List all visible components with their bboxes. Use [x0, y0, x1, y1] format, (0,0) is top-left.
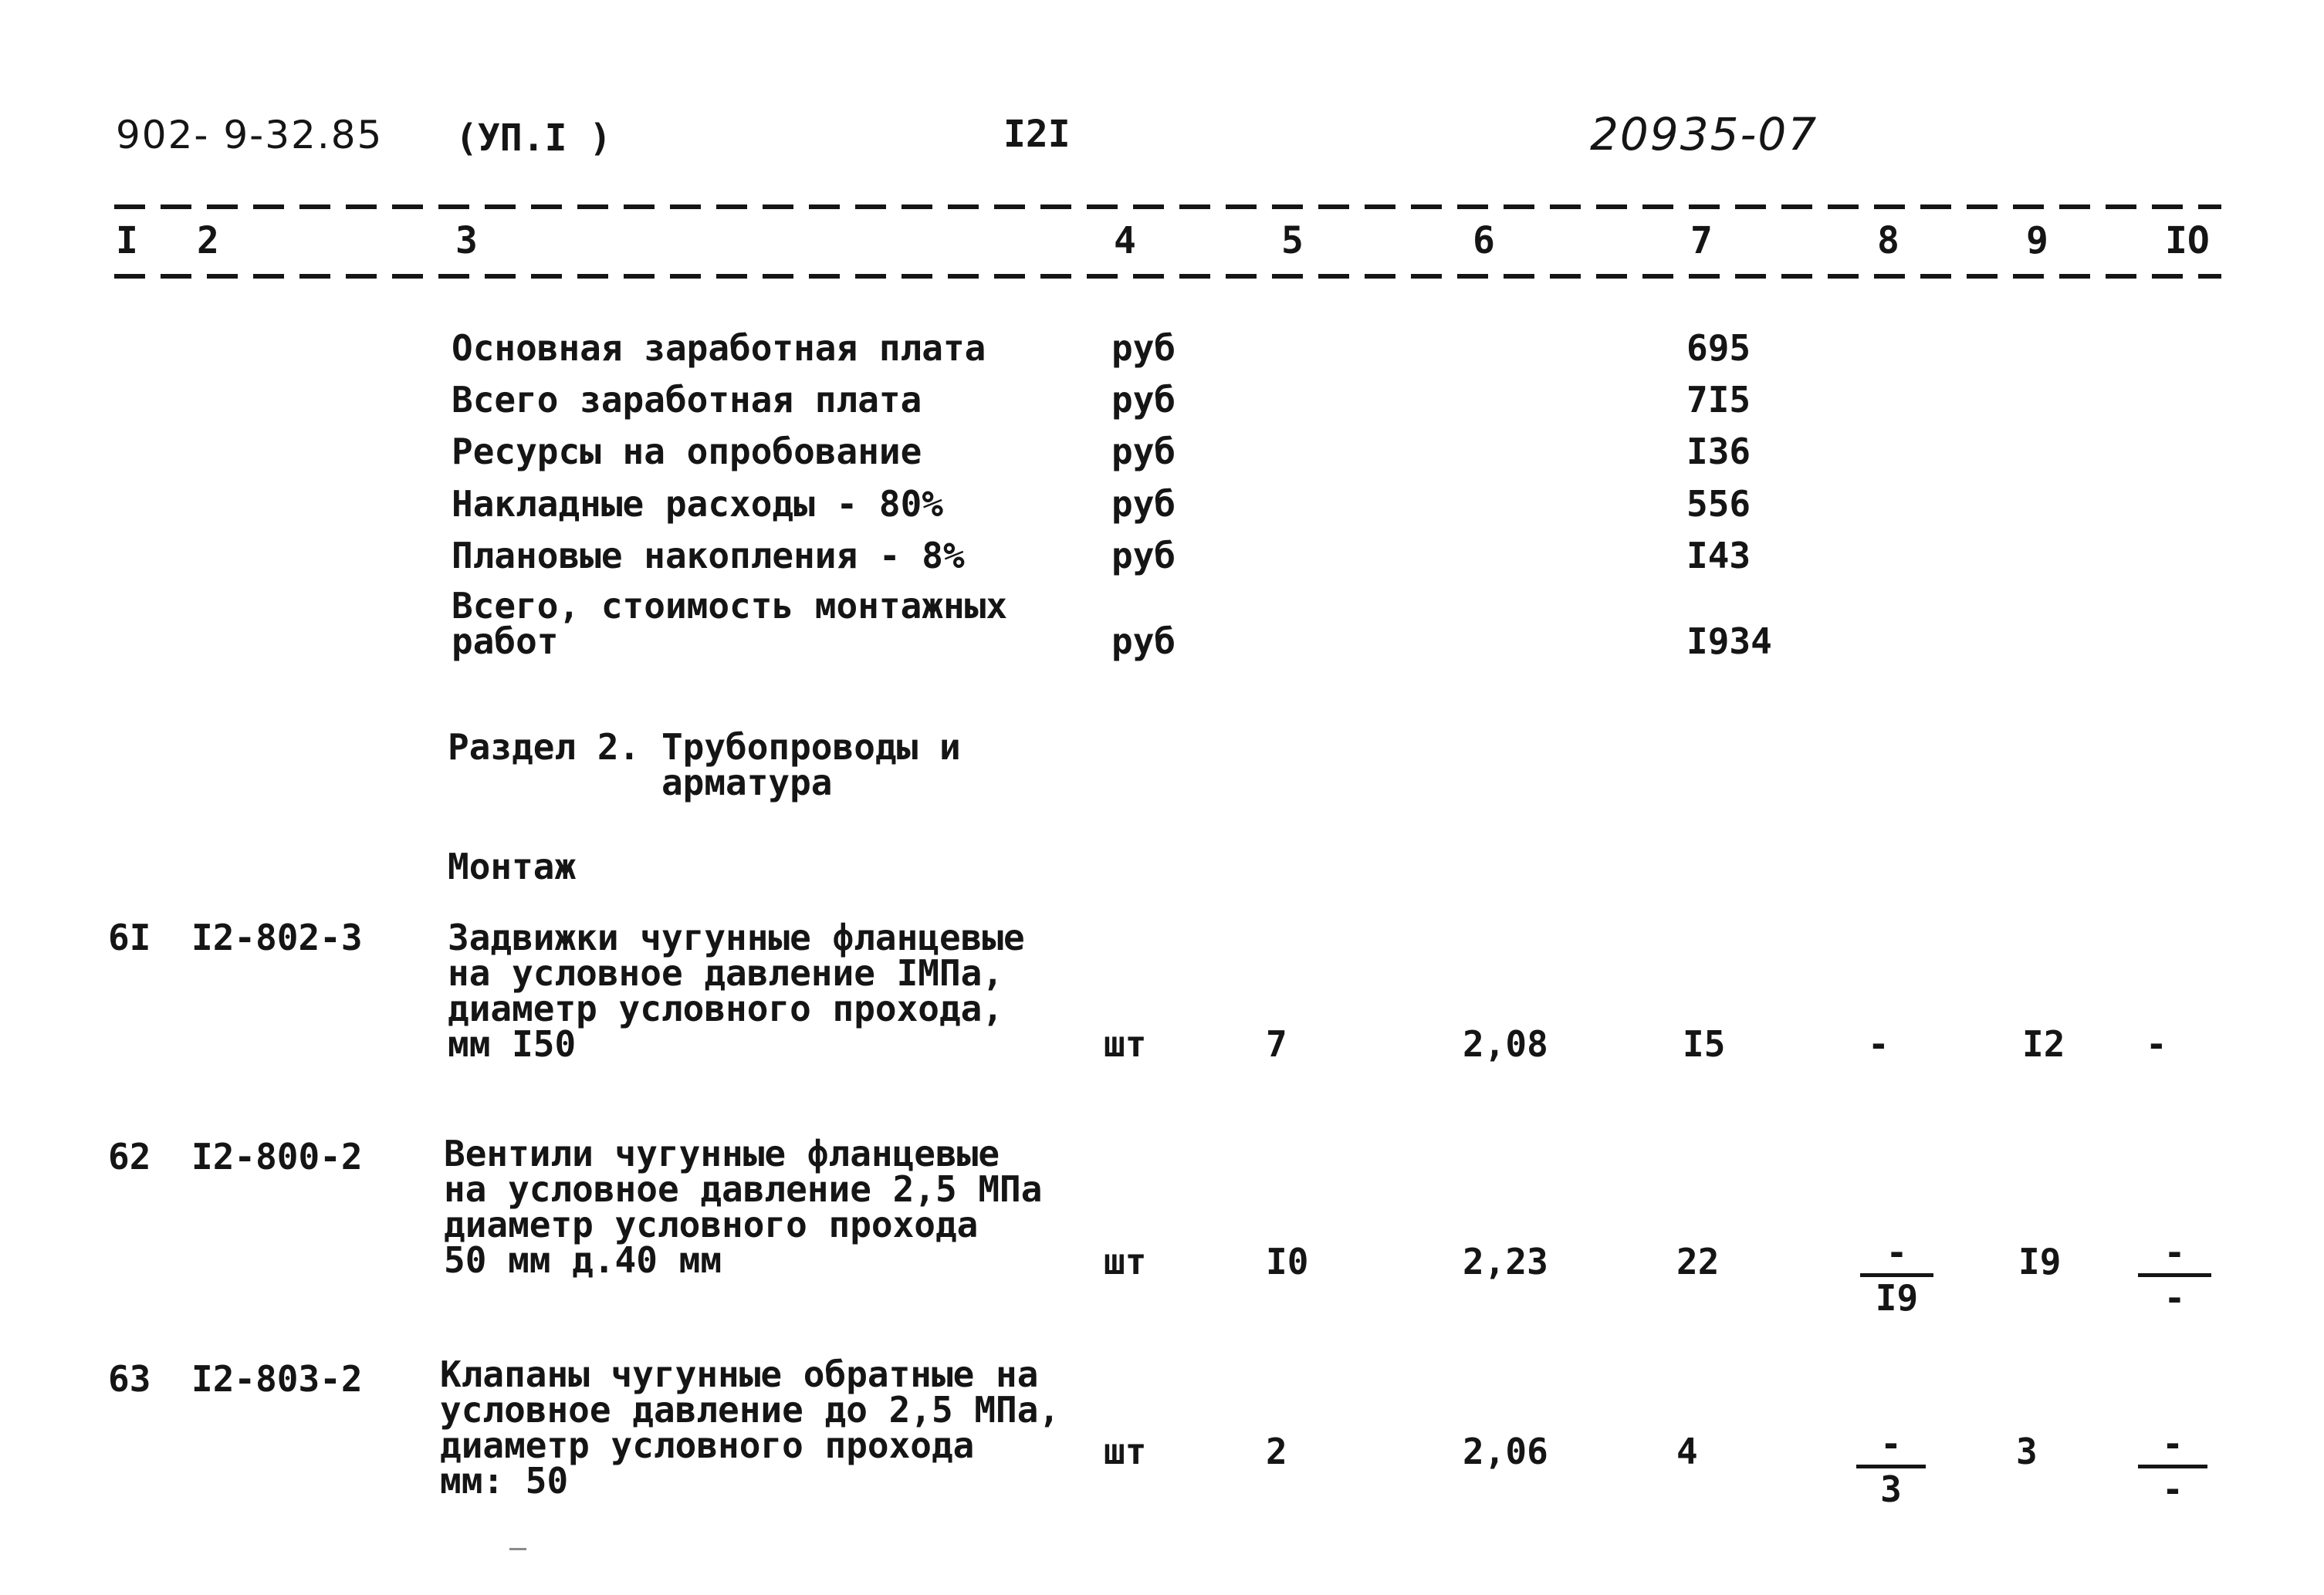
item-code: I2-802-3 [191, 917, 363, 958]
column-header-5: 5 [1281, 219, 1304, 262]
item-col9: 3 [2016, 1431, 2038, 1472]
fraction-denominator: 3 [1880, 1468, 1902, 1510]
summary-total: I934 [1686, 620, 1772, 662]
item-col8-fraction [1860, 1232, 1933, 1319]
summary-name-overhead: Накладные расходы - 80% [452, 483, 943, 525]
summary-total: I36 [1686, 431, 1751, 472]
summary-name-testing-resources: Ресурсы на опробование [452, 431, 922, 472]
section-title: Раздел 2. Трубопроводы и арматура [448, 726, 961, 803]
summary-unit: руб [1111, 620, 1176, 662]
item-col9: I9 [2018, 1241, 2062, 1282]
column-header-9: 9 [2026, 219, 2048, 262]
column-header-1: I [116, 219, 138, 262]
column-header-7: 7 [1690, 219, 1713, 262]
summary-total: 556 [1686, 483, 1751, 525]
item-name: Задвижки чугунные фланцевые на условное давление IМПа, диаметр условного прохода, мм I50 [448, 917, 1025, 1065]
summary-total: 695 [1686, 327, 1751, 369]
item-total: I5 [1683, 1023, 1726, 1065]
table-header-rule [114, 274, 2221, 279]
item-col10: - [2146, 1023, 2167, 1065]
column-header-6: 6 [1473, 219, 1495, 262]
fraction-denominator: - [2163, 1277, 2186, 1319]
item-quantity: I0 [1266, 1241, 1309, 1282]
item-quantity: 2 [1266, 1431, 1287, 1472]
summary-unit: руб [1111, 379, 1176, 421]
item-number: 6I [108, 917, 151, 958]
item-col10-fraction [2138, 1423, 2207, 1510]
fraction-numerator: - [1880, 1423, 1902, 1465]
item-number: 63 [108, 1358, 151, 1400]
fraction-numerator: - [2162, 1423, 2184, 1465]
item-name: Клапаны чугунные обратные на условное давление до 2,5 МПа, диаметр условного прохода мм: 50 [440, 1353, 1061, 1502]
summary-name-base-wage: Основная заработная плата [452, 327, 986, 369]
fraction-denominator: - [2162, 1468, 2184, 1510]
item-col8-fraction [1856, 1423, 1926, 1510]
album-number: (УП.I ) [455, 117, 612, 160]
summary-total: 7I5 [1686, 379, 1751, 421]
item-total: 4 [1676, 1431, 1698, 1472]
item-rate: 2,23 [1463, 1241, 1548, 1282]
column-header-3: 3 [455, 219, 478, 262]
item-rate: 2,08 [1463, 1023, 1548, 1065]
item-total: 22 [1676, 1241, 1720, 1282]
summary-unit: руб [1111, 431, 1176, 472]
item-col8: - [1868, 1023, 1889, 1065]
fraction-denominator: I9 [1875, 1277, 1919, 1319]
section-subtitle: Монтаж [448, 846, 577, 887]
summary-name-installation-cost: Всего, стоимость монтажных работ [452, 585, 1008, 662]
summary-total: I43 [1686, 535, 1751, 576]
item-col10-fraction [2138, 1232, 2211, 1319]
sheet-code: 20935-07 [1590, 108, 1818, 161]
summary-unit: руб [1111, 483, 1176, 525]
item-number: 62 [108, 1136, 151, 1178]
summary-unit: руб [1111, 535, 1176, 576]
summary-name-total-wage: Всего заработная плата [452, 379, 922, 421]
item-quantity: 7 [1266, 1023, 1287, 1065]
item-col9: I2 [2022, 1023, 2065, 1065]
item-unit: шт [1104, 1431, 1147, 1472]
table-top-rule [114, 204, 2221, 209]
summary-unit: руб [1111, 327, 1176, 369]
column-header-4: 4 [1114, 219, 1136, 262]
item-unit: шт [1104, 1241, 1147, 1282]
document-code: 902- 9-32.85 [116, 113, 384, 157]
page-number: I2I [1003, 113, 1071, 156]
item-code: I2-803-2 [191, 1358, 363, 1400]
column-header-8: 8 [1877, 219, 1899, 262]
fraction-numerator: - [1886, 1232, 1908, 1273]
item-code: I2-800-2 [191, 1136, 363, 1178]
column-header-10: IO [2165, 219, 2210, 262]
summary-name-planned-savings: Плановые накопления - 8% [452, 535, 965, 576]
item-unit: шт [1104, 1023, 1147, 1065]
fraction-numerator: - [2163, 1232, 2186, 1273]
item-name: Вентили чугунные фланцевые на условное давление 2,5 МПа диаметр условного прохода 50 мм д.40 мм [444, 1133, 1043, 1281]
scan-mark [509, 1548, 526, 1550]
column-header-2: 2 [197, 219, 219, 262]
item-rate: 2,06 [1463, 1431, 1548, 1472]
